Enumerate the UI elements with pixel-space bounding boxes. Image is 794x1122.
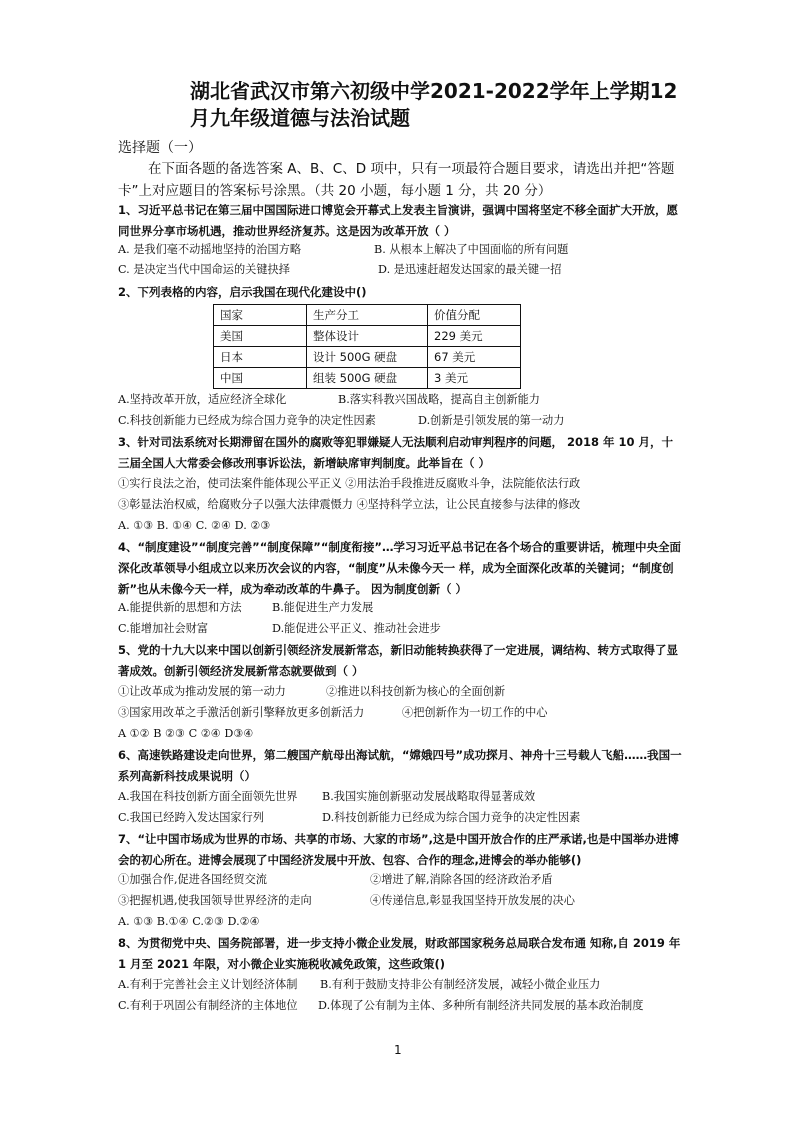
q5-statement-3: ③国家用改革之手激活创新引擎释放更多创新活力 (118, 706, 365, 719)
q4-option-a: A.能提供新的思想和方法 (118, 601, 242, 614)
q4-option-b: B.能促进生产力发展 (272, 601, 374, 614)
table-cell: 设计 500G 硬盘 (307, 347, 428, 368)
question-4-stem: 4、“制度建设”“制度完善”“制度保障”“制度衔接”…学习习近平总书记在各个场合的重要讲话，梳理中央全面深化改革领导小组成立以来历次会议的内容，“制度”从未像今天一 样，成为全面深化改革的关键词；“制度创新”也从未像今天一样，成为牵动改革的牛鼻子。 因为制度创新（ ） (118, 540, 681, 596)
q1-option-c: C. 是决定当代中国命运的关键抉择 (118, 263, 290, 276)
table-row (214, 326, 521, 347)
table-cell: 国家 (214, 305, 307, 326)
q5-statement-1: ①让改革成为推动发展的第一动力 (118, 685, 286, 698)
q3-answer-options: A. ①③ B. ①④ C. ②④ D. ②③ (118, 519, 271, 532)
q1-option-a: A. 是我们毫不动摇地坚持的治国方略 (118, 243, 302, 256)
question-5-stem: 5、党的十九大以来中国以创新引领经济发展新常态，新旧动能转换获得了一定进展，调结构、转方式取得了显著成效。创新引领经济发展新常态就要做到（ ） (118, 643, 678, 678)
question-7-stem: 7、“让中国市场成为世界的市场、共享的市场、大家的市场”,这是中国开放合作的庄严承诺,也是中国举办进博会的初心所在。进博会展现了中国经济发展中开放、包容、合作的理念,进博会的举办能够() (118, 832, 679, 867)
question-3-stem: 3、针对司法系统对长期滞留在国外的腐败等犯罪嫌疑人无法顺利启动审判程序的问题， 2018 年 10 月，十三届全国人大常委会修改刑事诉讼法，新增缺席审判制度。此举旨在（ ） (118, 435, 674, 470)
q6-option-b: B.我国实施创新驱动发展战略取得显著成效 (322, 790, 536, 803)
q7-statement-3: ③把握机遇,使我国领导世界经济的走向 (118, 894, 312, 907)
q7-statement-2: ②增进了解,消除各国的经济政治矛盾 (370, 873, 553, 886)
table-cell: 3 美元 (428, 368, 521, 389)
q3-statements-1-2: ①实行良法之治，使司法案件能体现公平正义 ②用法治手段推进反腐败斗争，法院能依法行政 (118, 477, 581, 490)
q4-option-d: D.能促进公平正义、推动社会进步 (272, 622, 441, 635)
section-heading: 选择题（一） (118, 140, 202, 156)
q6-option-d: D.科技创新能力已经成为综合国力竞争的决定性因素 (322, 811, 581, 824)
q1-option-d: D. 是迅速赶超发达国家的最关键一招 (378, 263, 562, 276)
table-cell: 生产分工 (307, 305, 428, 326)
question-2-stem: 2、下列表格的内容，启示我国在现代化建设中() (118, 285, 367, 299)
question-8-stem: 8、为贯彻党中央、国务院部署，进一步支持小微企业发展，财政部国家税务总局联合发布通 知称,自 2019 年 1 月至 2021 年限，对小微企业实施税收减免政策，这些政策() (118, 936, 681, 971)
q5-answer-options: A ①② B ②③ C ②④ D③④ (118, 727, 254, 740)
value-distribution-table (213, 304, 521, 389)
q8-option-d: D.体现了公有制为主体、多种所有制经济共同发展的基本政治制度 (318, 999, 644, 1012)
q3-statements-3-4: ③彰显法治权威，给腐败分子以强大法律震慑力 ④坚持科学立法，让公民直接参与法律的修改 (118, 498, 581, 511)
q2-option-d: D.创新是引领发展的第一动力 (418, 414, 565, 427)
q2-option-b: B.落实科教兴国战略，提高自主创新能力 (338, 393, 540, 406)
q2-option-c: C.科技创新能力已经成为综合国力竞争的决定性因素 (118, 414, 376, 427)
q8-option-c: C.有利于巩固公有制经济的主体地位 (118, 999, 298, 1012)
q4-option-c: C.能增加社会财富 (118, 622, 209, 635)
q6-option-c: C.我国已经跨入发达国家行列 (118, 811, 264, 824)
q7-answer-options: A. ①③ B.①④ C.②③ D.②④ (118, 915, 260, 928)
title-line-1: 湖北省武汉市第六初级中学2021-2022学年上学期12 (190, 79, 678, 103)
q2-option-a: A.坚持改革开放，适应经济全球化 (118, 393, 287, 406)
q7-statement-1: ①加强合作,促进各国经贸交流 (118, 873, 267, 886)
title-line-2: 月九年级道德与法治试题 (190, 106, 410, 130)
q5-statement-2: ②推进以科技创新为核心的全面创新 (326, 685, 506, 698)
table-cell: 组装 500G 硬盘 (307, 368, 428, 389)
table-cell: 整体设计 (307, 326, 428, 347)
table-row (214, 305, 521, 326)
table-row (214, 347, 521, 368)
exam-title (190, 78, 710, 132)
table-cell: 美国 (214, 326, 307, 347)
table-cell: 价值分配 (428, 305, 521, 326)
table-cell: 67 美元 (428, 347, 521, 368)
q7-statement-4: ④传递信息,彰显我国坚持开放发展的决心 (370, 894, 575, 907)
table-row (214, 368, 521, 389)
q5-statement-4: ④把创新作为一切工作的中心 (402, 706, 548, 719)
q6-option-a: A.我国在科技创新方面全面领先世界 (118, 790, 298, 803)
q1-option-b: B. 从根本上解决了中国面临的所有问题 (374, 243, 569, 256)
question-1-stem: 1、习近平总书记在第三届中国国际进口博览会开幕式上发表主旨演讲，强调中国将坚定不移全面扩大开放，愿同世界分享市场机遇，推动世界经济复苏。这是因为改革开放（ ） (118, 203, 678, 238)
question-6-stem: 6、高速铁路建设走向世界，第二艘国产航母出海试航，“嫦娥四号”成功探月、神舟十三号载人飞船……我国一系列高新科技成果说明（） (118, 748, 682, 783)
q8-option-b: B.有利于鼓励支持非公有制经济发展，减轻小微企业压力 (320, 978, 601, 991)
q8-option-a: A.有利于完善社会主义计划经济体制 (118, 978, 298, 991)
page-number: 1 (394, 1043, 402, 1057)
instructions: 在下面各题的备选答案 A、B、C、D 项中，只有一项最符合题目要求，请选出并把“答题卡”上对应题目的答案标号涂黑。（共 20 小题，每小题 1 分，共 20 分） (118, 161, 675, 199)
table-cell: 中国 (214, 368, 307, 389)
table-cell: 229 美元 (428, 326, 521, 347)
table-cell: 日本 (214, 347, 307, 368)
